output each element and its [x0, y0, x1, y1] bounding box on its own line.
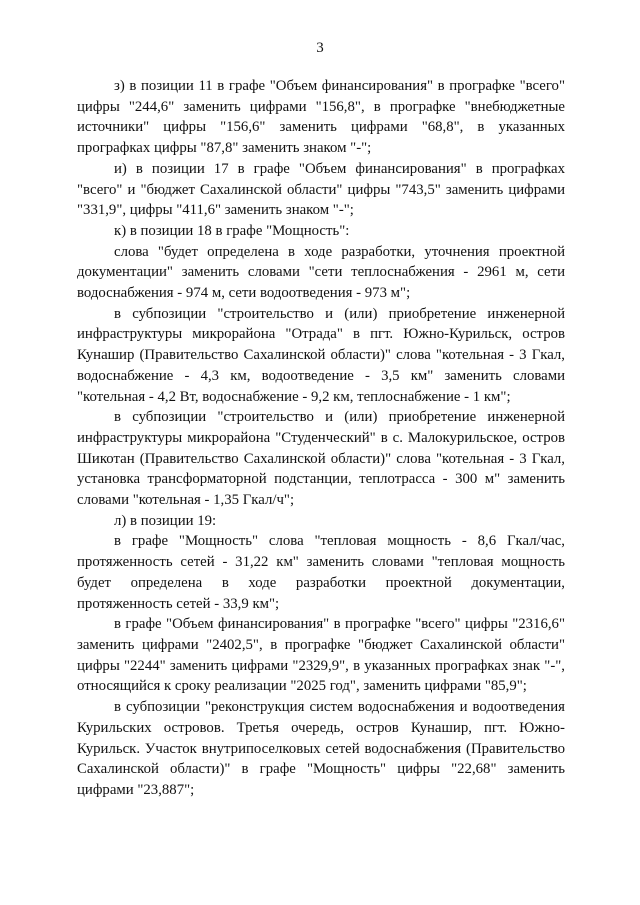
paragraph-z-position-11: з) в позиции 11 в графе "Объем финансирования" в прографке "всего" цифры "244,6" заменить цифрами "156,8", в прографке "внебюджетные источники" цифры "156,6" заменить цифрами "68,8", в указанных прографках цифры "87,8" заменить знаком "-"; — [77, 78, 565, 157]
paragraph-subposition-otrada: в субпозиции "строительство и (или) приобретение инженерной инфраструктуры микрорайона "Отрада" в пгт. Южно-Курильск, остров Кунашир (Правительство Сахалинской области)" слова "котельная - 3 Гкал, водоснабжение - 4,3 км, водоотведение - 3,5 км" заменить словами "котельная - 4,2 Вт, водоснабжение - 9,2 км, теплоснабжение - 1 км"; — [77, 305, 565, 405]
paragraph-subposition-studencheskiy: в субпозиции "строительство и (или) приобретение инженерной инфраструктуры микрорайона "Студенческий" в с. Малокурильское, остров Шикотан (Правительство Сахалинской области)" слова "котельная - 3 Гкал, установка трансформаторной подстанции, теплотрасса - 300 м" заменить словами "котельная - 1,35 Гкал/ч"; — [77, 409, 565, 509]
paragraph-words-replacement: слова "будет определена в ходе разработки, уточнения проектной документации" заменить словами "сети теплоснабжения - 2961 м, сети водоснабжения - 974 м, сети водоотведения - 973 м"; — [77, 243, 565, 302]
paragraph-l-position-19: л) в позиции 19: — [114, 512, 217, 529]
page-number: 3 — [316, 40, 324, 56]
paragraph-subposition-reconstruction: в субпозиции "реконструкция систем водоснабжения и водоотведения Курильских островов. Третья очередь, остров Кунашир, пгт. Южно-Курильск. Участок внутрипоселковых сетей водоснабжения (Правительство Сахалинской области)" в графе "Мощность" цифры "22,68" заменить цифрами "23,887"; — [77, 699, 565, 798]
paragraph-financing-column: в графе "Объем финансирования" в прографке "всего" цифры "2316,6" заменить цифрами "2402,5", в прографке "бюджет Сахалинской области" цифры "2244" заменить цифрами "2329,9", в указанных прографках знак "-", относящийся к сроку реализации "2025 год", заменить цифрами "85,9"; — [77, 616, 565, 695]
paragraph-capacity-column: в графе "Мощность" слова "тепловая мощность - 8,6 Гкал/час, протяженность сетей - 31,22 км" заменить словами "тепловая мощность будет определена в ходе разработки проектной документации, протяженность сетей - 33,9 км"; — [77, 533, 565, 612]
document-body — [77, 76, 565, 801]
paragraph-k-position-18: к) в позиции 18 в графе "Мощность": — [114, 222, 350, 239]
paragraph-i-position-17: и) в позиции 17 в графе "Объем финансирования" в прографках "всего" и "бюджет Сахалинской области" цифры "743,5" заменить цифрами "331,9", цифры "411,6" заменить знаком "-"; — [77, 160, 565, 219]
